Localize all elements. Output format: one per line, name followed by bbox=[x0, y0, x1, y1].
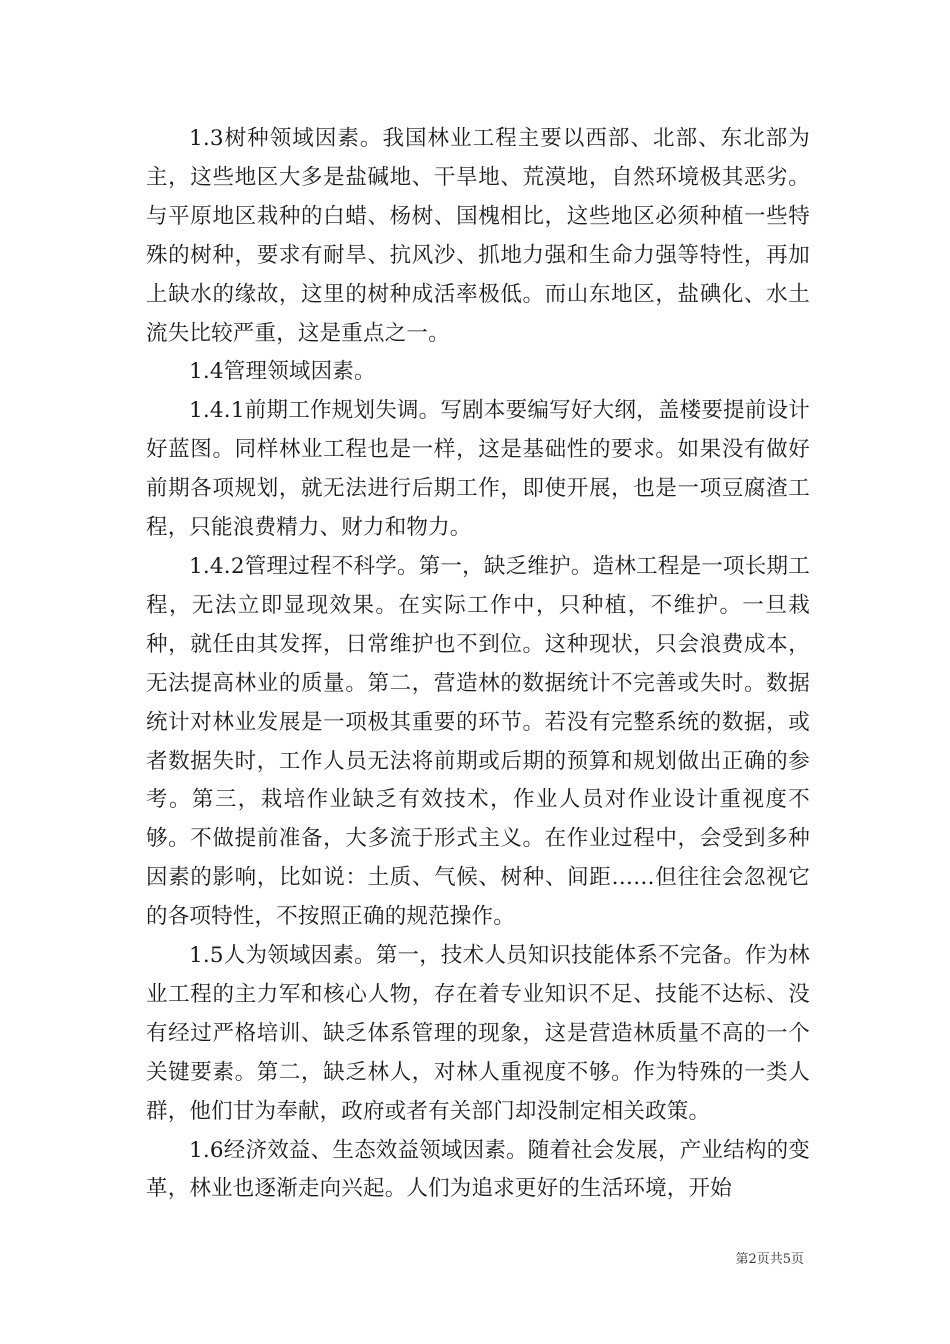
paragraph-tree-species: 1.3树种领域因素。我国林业工程主要以西部、北部、东北部为主，这些地区大多是盐碱地、干旱地、荒漠地，自然环境极其恶劣。与平原地区栽种的白蜡、杨树、国槐相比，这些地区必须种植一些特殊的树种，要求有耐旱、抗风沙、抓地力强和生命力强等特性，再加上缺水的缘故，这里的树种成活率极低。而山东地区，盐碘化、水土流失比较严重，这是重点之一。 bbox=[146, 126, 810, 346]
paragraph-management-heading: 1.4管理领域因素。 bbox=[189, 359, 376, 385]
document-body bbox=[146, 120, 810, 1209]
paragraph-economic-ecological: 1.6经济效益、生态效益领域因素。随着社会发展，产业结构的变革，林业也逐渐走向兴起。人们为追求更好的生活环境，开始 bbox=[146, 1137, 810, 1202]
paragraph-management-process: 1.4.2管理过程不科学。第一，缺乏维护。造林工程是一项长期工程，无法立即显现效果。在实际工作中，只种植，不维护。一旦栽种，就任由其发挥，日常维护也不到位。这种现状，只会浪费成本，无法提高林业的质量。第二，营造林的数据统计不完善或失时。数据统计对林业发展是一项极其重要的环节。若没有完整系统的数据，或者数据失时，工作人员无法将前期或后期的预算和规划做出正确的参考。第三，栽培作业缺乏有效技术，作业人员对作业设计重视度不够。不做提前准备，大多流于形式主义。在作业过程中，会受到多种因素的影响，比如说：土质、气候、树种、间距……但往往会忽视它的各项特性，不按照正确的规范操作。 bbox=[146, 553, 810, 930]
paragraph-human-factors: 1.5人为领域因素。第一，技术人员知识技能体系不完备。作为林业工程的主力军和核心人物，存在着专业知识不足、技能不达标、没有经过严格培训、缺乏体系管理的现象，这是营造林质量不高的一个关键要素。第二，缺乏林人，对林人重视度不够。作为特殊的一类人群，他们甘为奉献，政府或者有关部门却没制定相关政策。 bbox=[146, 943, 810, 1124]
page-number: 第2页共5页 bbox=[735, 1252, 804, 1267]
paragraph-planning: 1.4.1前期工作规划失调。写剧本要编写好大纲，盖楼要提前设计好蓝图。同样林业工程也是一样，这是基础性的要求。如果没有做好前期各项规划，就无法进行后期工作，即使开展，也是一项豆腐渣工程，只能浪费精力、财力和物力。 bbox=[146, 398, 810, 541]
